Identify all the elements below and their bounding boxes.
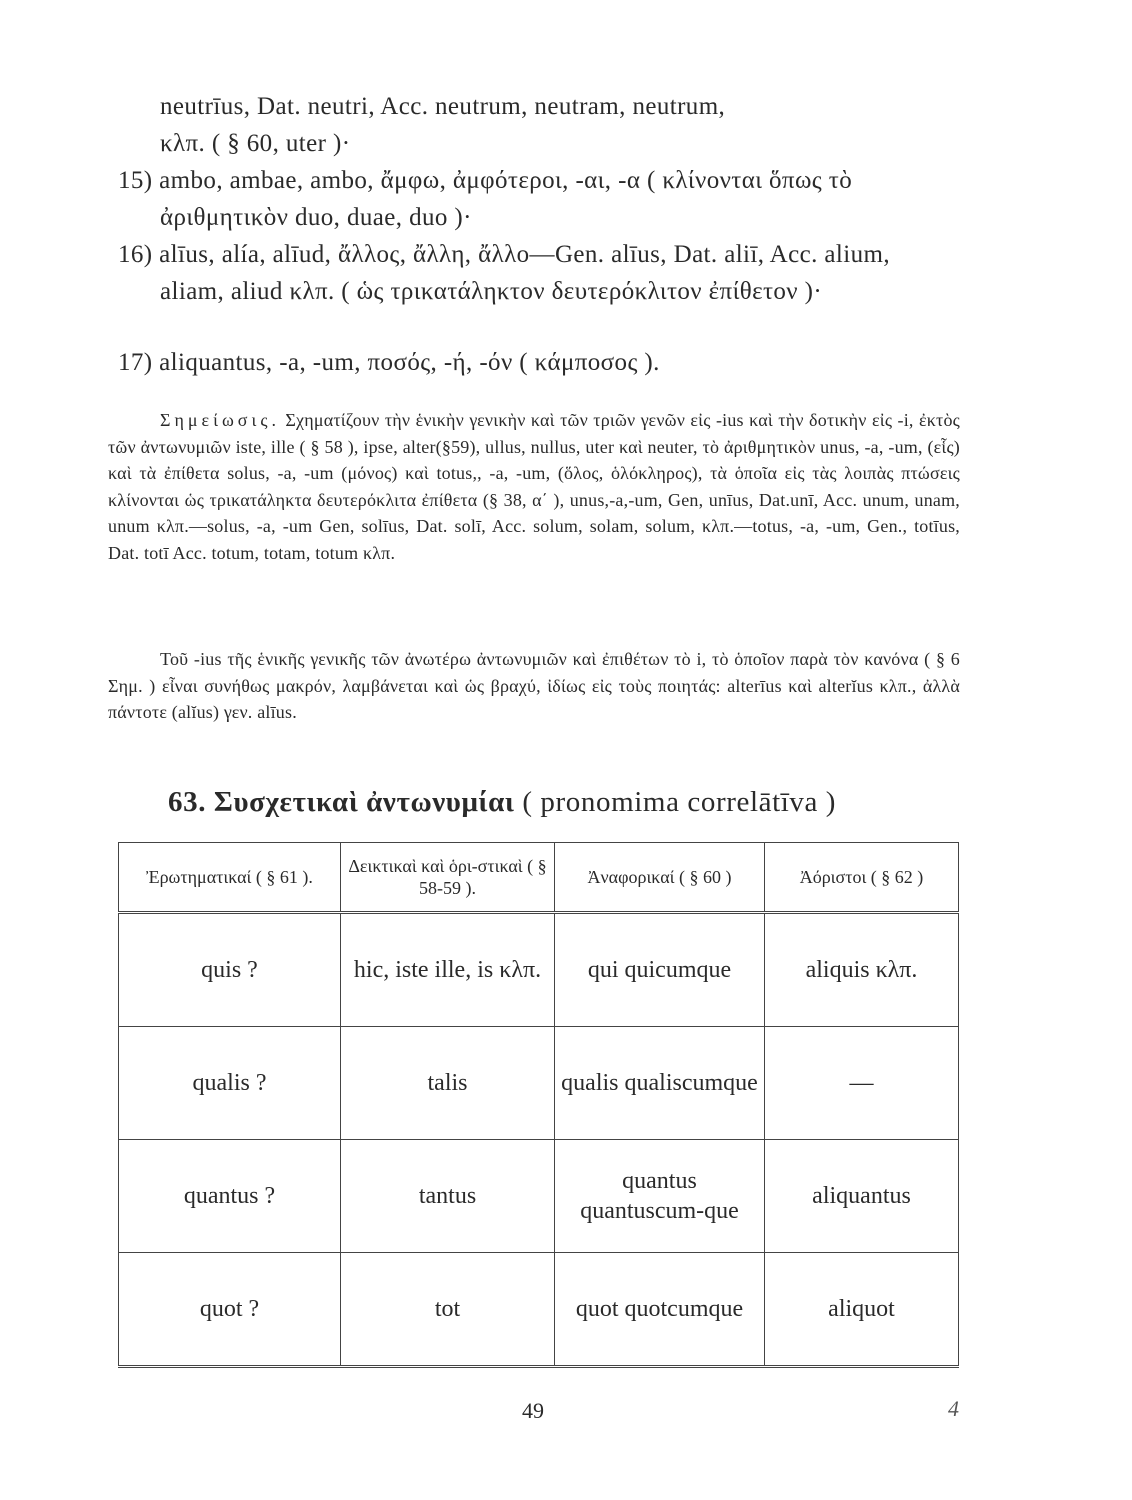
table-row [119,1253,959,1367]
table-row [119,1140,959,1253]
page-number: 49 [522,1398,544,1423]
list-item-15: 15) ambo, ambae, ambo, ἄμφω, ἀμφότεροι, -αι, -α ( κλίνονται ὅπως τὸ ἀριθμητικὸν duo, duae, duo )· [118,167,853,231]
table-row [119,1027,959,1140]
text-line: neutrīus, Dat. neutri, Acc. neutrum, neutram, neutrum, [160,93,726,120]
header-interrogative: Ἐρωτηματικαί ( § 61 ). [119,843,341,913]
table-cell: quantus ? [119,1140,341,1253]
note-paragraph [108,407,960,567]
table-cell: quot quotcumque [555,1253,765,1367]
table-cell: aliquis κλπ. [765,913,959,1027]
table-cell: quot ? [119,1253,341,1367]
table-cell: — [765,1027,959,1140]
table-cell: quantus quantuscum-que [555,1140,765,1253]
table-cell: tantus [341,1140,555,1253]
table-cell: hic, iste ille, is κλπ. [341,913,555,1027]
table-cell: qui quicumque [555,913,765,1027]
table-cell: qualis qualiscumque [555,1027,765,1140]
table-cell: talis [341,1027,555,1140]
list-item-16: 16) alīus, alía, alīud, ἄλλος, ἄλλη, ἄλλο—Gen. alīus, Dat. aliī, Acc. alium, aliam, aliud κλπ. ( ὡς τρικατάληκτον δευτερόκλιτον ἐπίθετον )· [118,241,890,305]
table-cell: aliquot [765,1253,959,1367]
header-demonstrative: Δεικτικαὶ καὶ ὁρι-στικαὶ ( § 58-59 ). [341,843,555,913]
table-header-row [119,843,959,913]
table-cell: quis ? [119,913,341,1027]
section-number: 63. [168,786,207,818]
text-line: κλπ. ( § 60, uter )· [160,130,351,157]
correlative-pronouns-table [118,842,959,1368]
note-label: Σημείωσις. [160,410,280,430]
section-heading [168,786,836,819]
table-cell: qualis ? [119,1027,341,1140]
signature-mark: 4 [948,1396,959,1421]
table-cell: aliquantus [765,1140,959,1253]
header-indefinite: Ἀόριστοι ( § 62 ) [765,843,959,913]
table-cell: tot [341,1253,555,1367]
header-relative: Ἀναφορικαί ( § 60 ) [555,843,765,913]
note-text-2: Τοῦ -ius τῆς ἑνικῆς γενικῆς τῶν ἀνωτέρω ἀντωνυμιῶν καὶ ἐπιθέτων τὸ i, τὸ ὁποῖον παρὰ τὸν κανόνα ( § 6 Σημ. ) εἶναι συνήθως μακρόν, λαμβάνεται καὶ ὡς βραχύ, ἰδίως εἰς τοὺς ποιητάς: alterīus καὶ alterĭus κλπ., ἀλλὰ πάντοτε (alĭus) γεν. alīus. [108,649,960,723]
note-paragraph-2 [108,646,960,726]
section-latin-title: ( pronomima correlātīva ) [522,786,837,818]
table-row [119,913,959,1027]
note-text: Σχηματίζουν τὴν ἑνικὴν γενικὴν καὶ τῶν τριῶν γενῶν εἰς -ius καὶ τὴν δοτικὴν εἰς -i, ἐκτὸς τῶν ἀντωνυμιῶν iste, ille ( § 58 ), ipse, alter(§59), ullus, nullus, uter καὶ neuter, τὸ ἀριθμητικὸν unus, -a, -um, (εἷς) καὶ τὰ ἐπίθετα solus, -a, -um (μόνος) καὶ totus,, -a, -um, (ὅλος, ὁλόκληρος), τὰ ὁποῖα εἰς τὰς λοιπὰς πτώσεις κλίνονται ὡς τρικατάληκτα δευτερόκλιτα ἐπίθετα (§ 38, α΄ ), unus,-a,-um, Gen, unīus, Dat.unī, Acc. unum, unam, unum κλπ.—solus, -a, -um Gen, solīus, Dat. solī, Acc. solum, solam, solum, κλπ.—totus, -a, -um, Gen., totīus, Dat. totī Acc. totum, totam, totum κλπ. [108,410,961,563]
section-title: Συσχετικαὶ ἀντωνυμίαι [213,786,515,818]
list-item-17: 17) aliquantus, -a, -um, ποσός, -ή, -όν ( κάμποσος ). [118,349,660,376]
